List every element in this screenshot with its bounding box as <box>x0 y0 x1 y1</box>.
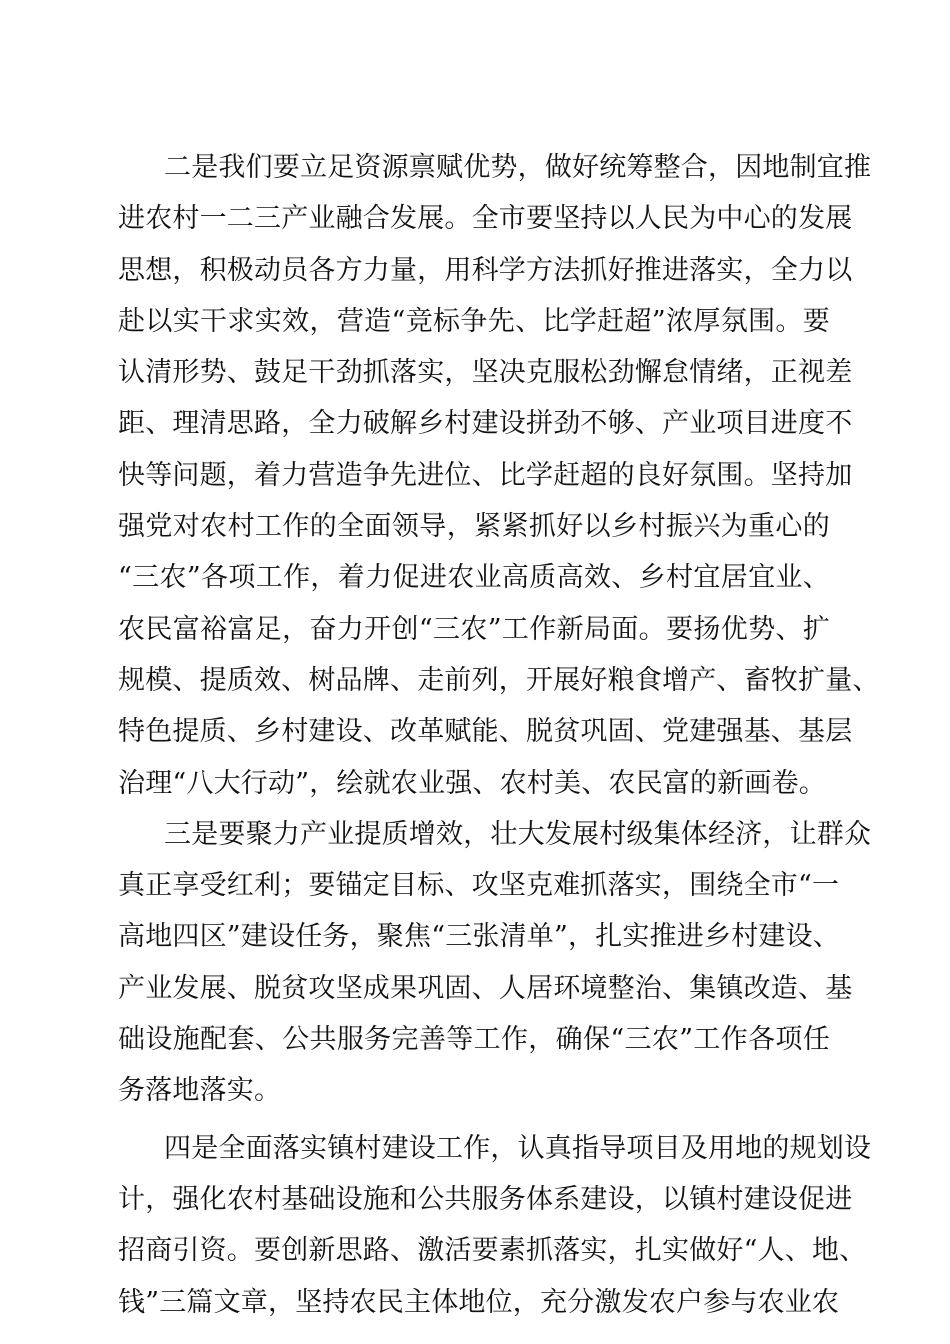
text-line: 产业发展、脱贫攻坚成果巩固、人居环境整治、集镇改造、基 <box>118 972 853 1004</box>
text-line: 强党对农村工作的全面领导，紧紧抓好以乡村振兴为重心的 <box>118 511 830 543</box>
text-line: 钱”三篇文章，坚持农民主体地位，充分激发农户参与农业农 <box>118 1286 840 1318</box>
text-line: 四是全面落实镇村建设工作，认真指导项目及用地的规划设 <box>164 1132 872 1164</box>
text-line: 规模、提质效、树品牌、走前列，开展好粮食增产、畜牧扩量、 <box>118 664 880 696</box>
paragraph-2 <box>118 142 880 809</box>
text-line: 务落地落实。 <box>118 1075 282 1107</box>
text-line: 高地四区”建设任务，聚焦“三张清单”，扎实推进乡村建设、 <box>118 921 841 953</box>
text-line: 特色提质、乡村建设、改革赋能、脱贫巩固、党建强基、基层 <box>118 716 853 748</box>
text-line: 认清形势、鼓足干劲抓落实，坚决克服松劲懈怠情绪，正视差 <box>118 357 853 389</box>
text-line: “三农”各项工作，着力促进农业高质高效、乡村宜居宜业、 <box>118 562 830 594</box>
text-line: 赴以实干求实效，营造“竞标争先、比学赶超”浓厚氛围。要 <box>118 305 830 337</box>
text-line: 招商引资。要创新思路、激活要素抓落实，扎实做好“人、地、 <box>118 1235 867 1267</box>
text-line: 思想，积极动员各方力量，用科学方法抓好推进落实，全力以 <box>118 254 853 286</box>
paragraph-4 <box>118 1123 872 1328</box>
document-body <box>118 142 880 1328</box>
text-line: 快等问题，着力营造争先进位、比学赶超的良好氛围。坚持加 <box>118 459 853 491</box>
text-line: 计，强化农村基础设施和公共服务体系建设，以镇村建设促进 <box>118 1183 853 1215</box>
paragraph-3 <box>118 809 872 1117</box>
text-line: 三是要聚力产业提质增效，壮大发展村级集体经济，让群众 <box>164 818 872 850</box>
text-line: 治理“八大行动”，绘就农业强、农村美、农民富的新画卷。 <box>118 767 827 799</box>
text-line: 农民富裕富足，奋力开创“三农”工作新局面。要扬优势、扩 <box>118 613 830 645</box>
text-line: 进农村一二三产业融合发展。全市要坚持以人民为中心的发展 <box>118 203 853 235</box>
text-line: 真正享受红利；要锚定目标、攻坚克难抓落实，围绕全市“一 <box>118 870 840 902</box>
text-line: 二是我们要立足资源禀赋优势，做好统筹整合，因地制宜推 <box>164 152 872 183</box>
text-line: 础设施配套、公共服务完善等工作，确保“三农”工作各项任 <box>118 1024 830 1056</box>
text-line: 距、理清思路，全力破解乡村建设拼劲不够、产业项目进度不 <box>118 408 853 440</box>
